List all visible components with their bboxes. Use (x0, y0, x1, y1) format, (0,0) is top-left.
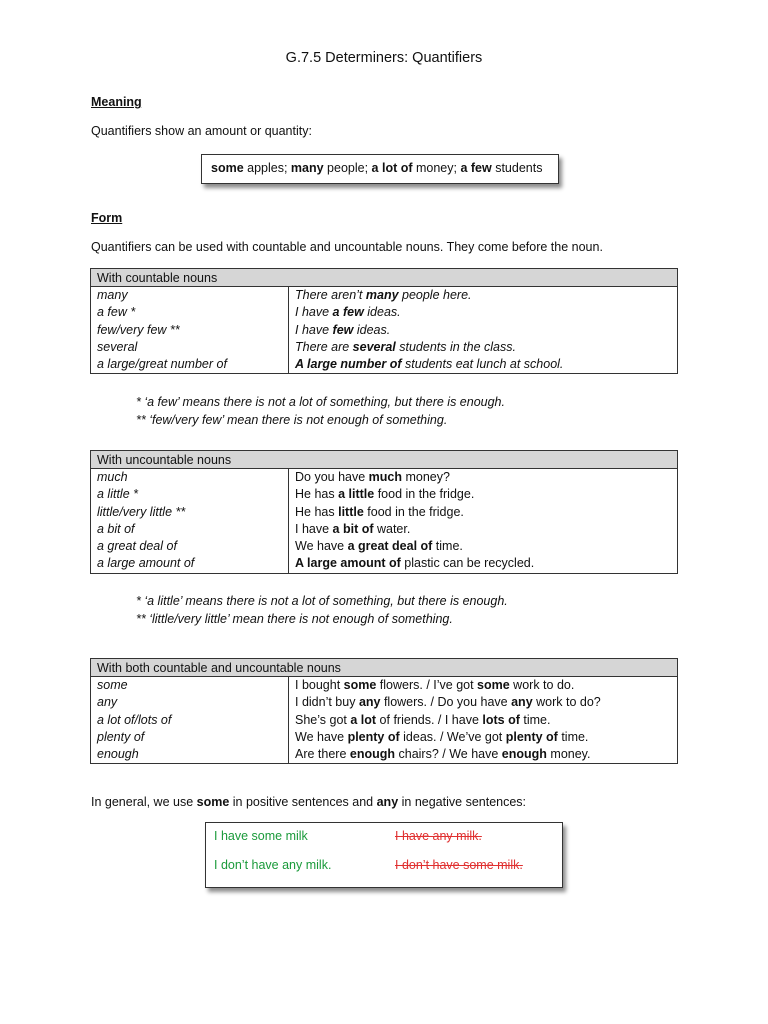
example-segment: I didn’t buy (295, 695, 359, 710)
quantifier-example (289, 287, 678, 305)
example-segment: enough (501, 747, 547, 762)
meaning-example-box (201, 154, 559, 184)
quantifier-example (289, 729, 678, 746)
example-segment: any (358, 695, 381, 710)
form-intro: Quantifiers can be used with countable and uncountable nouns. They come before the noun. (91, 240, 603, 254)
table-row (91, 287, 678, 305)
table-row (91, 356, 678, 374)
quantifier-term: few/very few ** (91, 322, 289, 339)
table-row (91, 521, 678, 538)
table-row (91, 712, 678, 729)
example-segment: money? (402, 470, 450, 484)
quantifier-example (289, 746, 678, 764)
quantifier-example (289, 486, 678, 503)
general-rule-segment: In general, we use (91, 795, 197, 809)
table-row (91, 339, 678, 356)
table-header: With uncountable nouns (91, 451, 678, 469)
example-segment: many (365, 288, 399, 302)
example-segment: much (368, 470, 403, 484)
countable-table (90, 268, 678, 374)
example-segment: a little (338, 487, 375, 502)
example-segment: I have (295, 305, 333, 320)
example-segment: students in the class. (395, 339, 516, 354)
quantifier-example (289, 712, 678, 729)
table-row (91, 694, 678, 711)
example-segment: There are (295, 339, 353, 354)
quantifier-term: a great deal of (91, 538, 289, 555)
quantifier-example (289, 504, 678, 521)
quantifier-example (289, 469, 678, 487)
meaning-example-segment: students (491, 161, 543, 175)
example-segment: a lot (350, 712, 377, 727)
meaning-example-segment: apples; (243, 161, 291, 175)
example-segment: work to do? (532, 695, 601, 710)
example-segment: any (511, 695, 533, 710)
example-segment: time. (557, 729, 589, 744)
example-segment: plastic can be recycled. (400, 556, 535, 571)
general-rule-segment: some (196, 795, 230, 809)
example-segment: He has (295, 504, 339, 519)
example-segment: lots of (482, 712, 520, 727)
footnote: ** ‘few/very few’ mean there is not enough of something. (136, 413, 448, 427)
table-row (91, 304, 678, 321)
example-segment: flowers. / I’ve got (376, 678, 478, 692)
quantifier-term: a little * (91, 486, 289, 503)
quantifier-term: a large/great number of (91, 356, 289, 374)
table-row (91, 729, 678, 746)
example-segment: ideas. (363, 305, 401, 320)
quantifier-term: several (91, 339, 289, 356)
table-row (91, 677, 678, 695)
form-heading: Form (91, 211, 123, 225)
example-segment: food in the fridge. (374, 487, 475, 502)
quantifier-example (289, 521, 678, 538)
example-segment: She’s got (295, 712, 351, 727)
example-segment: We have (295, 539, 348, 554)
general-rule-segment: any (376, 795, 399, 809)
quantifier-term: some (91, 677, 289, 695)
example-segment: a great deal of (347, 539, 433, 554)
quantifier-term: a few * (91, 304, 289, 321)
meaning-example-segment: people; (323, 161, 372, 175)
quantifier-example (289, 339, 678, 356)
example-segment: A large number of (295, 357, 402, 372)
example-segment: time. (519, 712, 551, 727)
footnote: * ‘a little’ means there is not a lot of something, but there is enough. (136, 594, 508, 608)
quantifier-term: a lot of/lots of (91, 712, 289, 729)
example-segment: ideas. / We’ve got (399, 729, 506, 744)
correct-example-1: I have some milk (214, 829, 308, 843)
table-row (91, 486, 678, 503)
example-segment: I have (295, 322, 333, 337)
example-segment: plenty of (347, 729, 400, 744)
example-segment: a bit of (332, 521, 374, 536)
example-segment: There aren’t (295, 288, 366, 302)
example-segment: I have (295, 521, 333, 536)
general-rule-text (91, 795, 526, 809)
general-rule-segment: in positive sentences and (229, 795, 377, 809)
quantifier-example (289, 322, 678, 339)
example-segment: water. (373, 521, 411, 536)
example-segment: Are there (295, 747, 350, 762)
example-segment: some (477, 678, 510, 692)
example-segment: chairs? / We have (395, 747, 502, 762)
table-row (91, 746, 678, 764)
quantifier-term: enough (91, 746, 289, 764)
table-row (91, 469, 678, 487)
meaning-example-segment: a lot of (371, 161, 413, 175)
incorrect-example-2: I don’t have some milk. (395, 858, 523, 872)
quantifier-example (289, 356, 678, 374)
quantifier-term: any (91, 694, 289, 711)
uncountable-notes (136, 592, 508, 628)
example-segment: A large amount of (295, 556, 401, 571)
incorrect-example-1: I have any milk. (395, 829, 482, 843)
quantifier-example (289, 555, 678, 573)
example-segment: of friends. / I have (376, 712, 483, 727)
example-segment: We have (295, 729, 348, 744)
example-segment: a few (332, 305, 364, 320)
table-row (91, 322, 678, 339)
meaning-example-segment: a few (460, 161, 492, 175)
table-row (91, 555, 678, 573)
example-segment: students eat lunch at school. (401, 357, 564, 372)
table-header: With both countable and uncountable nouns (91, 659, 678, 677)
footnote: * ‘a few’ means there is not a lot of something, but there is enough. (136, 395, 505, 409)
example-segment: food in the fridge. (363, 504, 464, 519)
example-segment: ideas. (353, 322, 391, 337)
quantifier-example (289, 538, 678, 555)
meaning-intro: Quantifiers show an amount or quantity: (91, 124, 312, 138)
table-row (91, 538, 678, 555)
example-segment: plenty of (505, 729, 558, 744)
example-segment: flowers. / Do you have (380, 695, 512, 710)
countable-notes (136, 393, 505, 429)
example-segment: He has (295, 487, 339, 502)
example-segment: work to do. (509, 678, 575, 692)
some-any-box (205, 822, 563, 888)
meaning-heading: Meaning (91, 95, 142, 109)
meaning-example-segment: money; (412, 161, 461, 175)
table-row (91, 504, 678, 521)
table-header: With countable nouns (91, 269, 678, 287)
quantifier-example (289, 304, 678, 321)
uncountable-table (90, 450, 678, 574)
quantifier-term: a bit of (91, 521, 289, 538)
quantifier-example (289, 694, 678, 711)
example-segment: enough (349, 747, 396, 762)
quantifier-term: plenty of (91, 729, 289, 746)
both-table (90, 658, 678, 764)
meaning-example-segment: many (290, 161, 324, 175)
quantifier-term: a large amount of (91, 555, 289, 573)
example-segment: little (338, 504, 364, 519)
quantifier-term: much (91, 469, 289, 487)
quantifier-term: many (91, 287, 289, 305)
example-segment: few (332, 322, 354, 337)
example-segment: time. (432, 539, 463, 554)
quantifier-term: little/very little ** (91, 504, 289, 521)
meaning-example-segment: some (211, 161, 244, 175)
example-segment: some (343, 678, 377, 692)
example-segment: Do you have (295, 470, 369, 484)
quantifier-example (289, 677, 678, 695)
example-segment: several (352, 339, 396, 354)
general-rule-segment: in negative sentences: (398, 795, 527, 809)
page-title: G.7.5 Determiners: Quantifiers (285, 50, 483, 66)
correct-example-2: I don’t have any milk. (214, 858, 332, 872)
example-segment: people here. (398, 288, 472, 302)
example-segment: money. (546, 747, 591, 762)
example-segment: I bought (295, 678, 344, 692)
footnote: ** ‘little/very little’ mean there is not enough of something. (136, 612, 453, 626)
